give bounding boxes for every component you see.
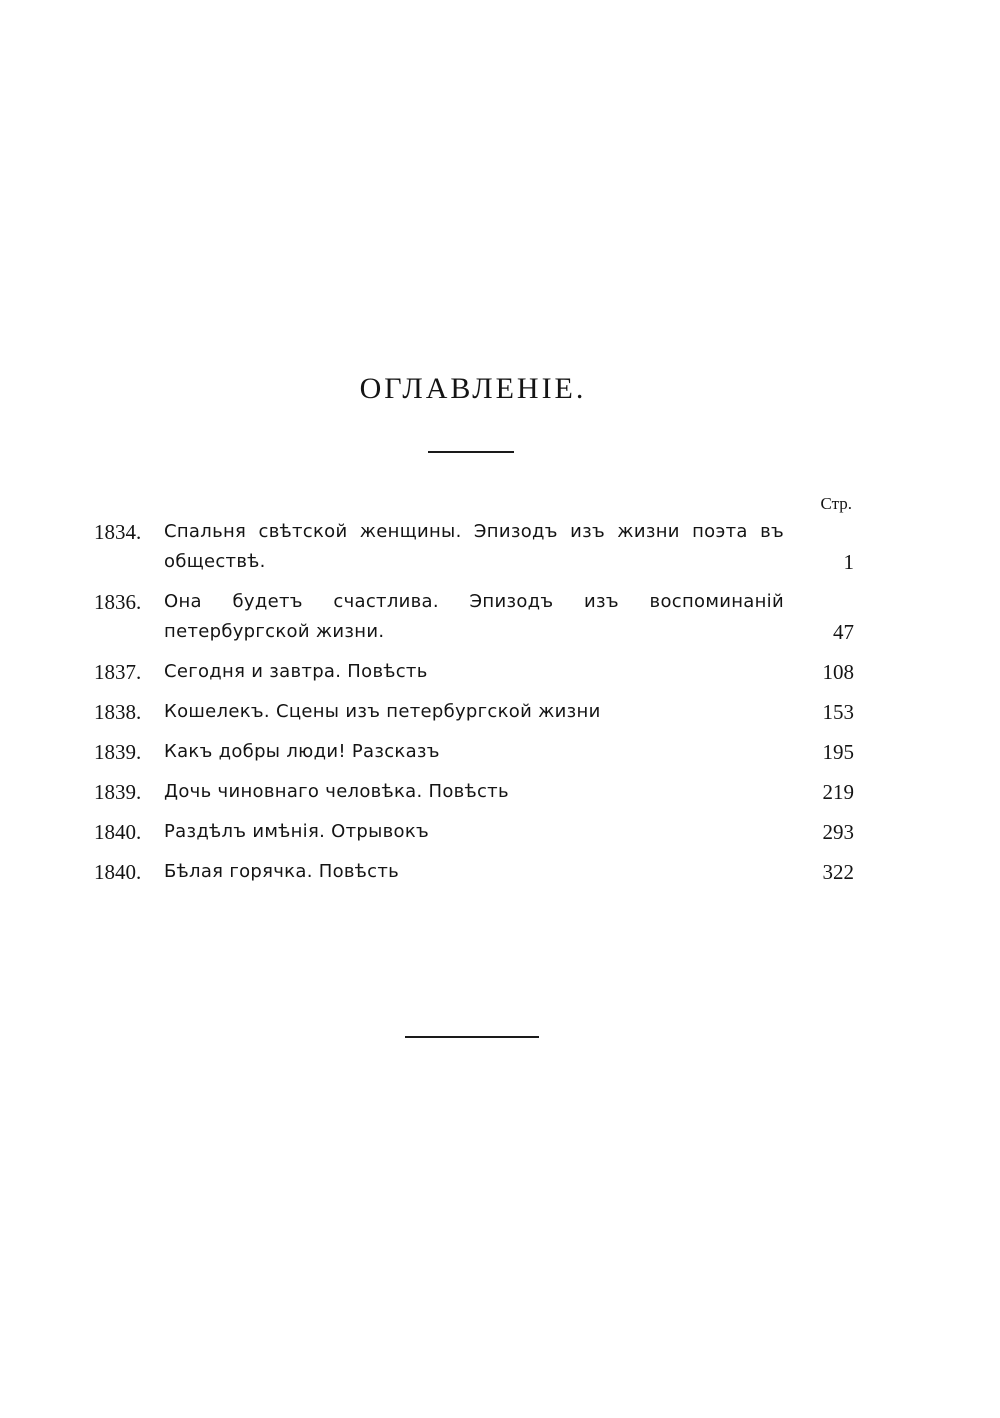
- toc-entry-title: Какъ добры люди! Разсказъ: [164, 741, 440, 762]
- toc-entry: [94, 777, 854, 807]
- table-of-contents: [94, 517, 854, 897]
- toc-entry-year: 1840.: [94, 860, 142, 884]
- toc-entry: [94, 587, 854, 647]
- toc-entry: [94, 817, 854, 847]
- toc-entry-year: 1838.: [94, 700, 142, 724]
- toc-entry-page: 195: [822, 740, 854, 764]
- toc-entry-page: 1: [843, 550, 854, 574]
- toc-entry-year: 1836.: [94, 590, 142, 614]
- toc-entry-title: Спальня свѣтской женщины. Эпизодъ изъ жизни поэта въ обществѣ.: [164, 521, 784, 572]
- toc-entry-title: Сегодня и завтра. Повѣсть: [164, 661, 428, 682]
- toc-entry-page: 108: [822, 660, 854, 684]
- toc-entry: [94, 737, 854, 767]
- toc-entry-title: Кошелекъ. Сцены изъ петербургской жизни: [164, 701, 601, 722]
- toc-entry-page: 322: [822, 860, 854, 884]
- toc-entry-year: 1839.: [94, 780, 142, 804]
- toc-entry-year: 1837.: [94, 660, 142, 684]
- toc-entry: [94, 517, 854, 577]
- toc-entry-title: Она будетъ счастлива. Эпизодъ изъ воспоминаній петербургской жизни.: [164, 591, 784, 642]
- page-title: ОГЛАВЛЕНІЕ.: [359, 372, 587, 405]
- toc-entry: [94, 857, 854, 887]
- toc-entry-year: 1839.: [94, 740, 142, 764]
- toc-entry-title: Бѣлая горячка. Повѣсть: [164, 861, 400, 882]
- toc-entry-page: 153: [822, 700, 854, 724]
- toc-entry-year: 1840.: [94, 820, 142, 844]
- page-column-header: Стр.: [820, 494, 852, 513]
- toc-entry-page: 47: [833, 620, 854, 644]
- toc-entry: [94, 697, 854, 727]
- title-divider: [428, 451, 514, 453]
- closing-divider: [405, 1036, 539, 1038]
- toc-entry: [94, 657, 854, 687]
- toc-entry-title: Раздѣлъ имѣнія. Отрывокъ: [164, 821, 430, 842]
- toc-entry-year: 1834.: [94, 520, 142, 544]
- toc-entry-title: Дочь чиновнаго человѣка. Повѣсть: [164, 781, 509, 802]
- toc-entry-page: 219: [822, 780, 854, 804]
- toc-entry-page: 293: [822, 820, 854, 844]
